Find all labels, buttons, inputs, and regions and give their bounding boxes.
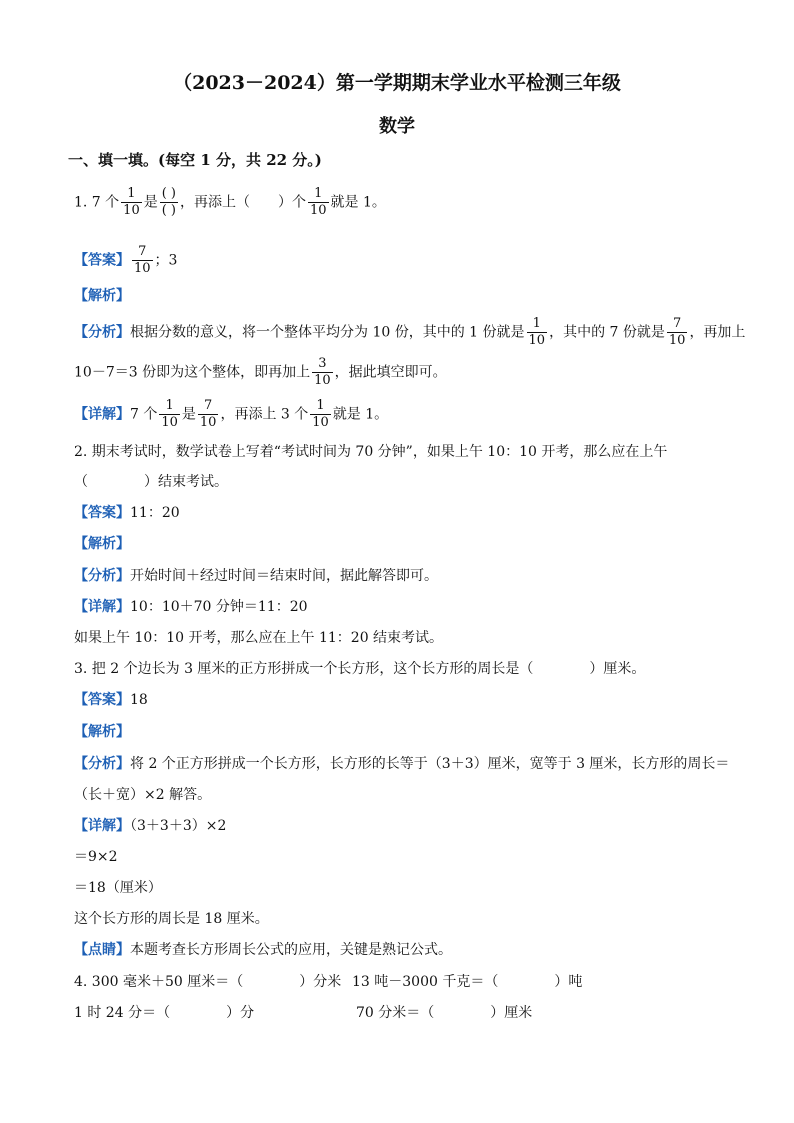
page-subtitle: 数学 bbox=[379, 116, 415, 137]
fraction: $\frac{7}{10}$ bbox=[668, 316, 686, 348]
fenxi-label: 【分析】 bbox=[74, 568, 130, 584]
answer-text: ；3 bbox=[154, 252, 178, 269]
comment-text: 本题考查长方形周长公式的应用，关键是熟记公式。 bbox=[130, 942, 452, 958]
analysis-label: 【解析】 bbox=[74, 536, 130, 552]
fraction: $\frac{1}{10}$ bbox=[528, 316, 546, 348]
q1-fenxi-line-1 bbox=[74, 316, 745, 349]
fenxi-text: ，据此填空即可。 bbox=[334, 364, 447, 381]
q3-detail bbox=[74, 816, 226, 836]
fenxi-text: 根据分数的意义，将一个整体平均分为 10 份，其中的 1 份就是 bbox=[130, 324, 525, 341]
q2-fenxi bbox=[74, 566, 438, 586]
q3-answer bbox=[74, 690, 148, 710]
q2-detail bbox=[74, 597, 308, 617]
q3-step-3: 这个长方形的周长是 18 厘米。 bbox=[74, 911, 269, 927]
q3-step-2: ＝18（厘米） bbox=[74, 880, 162, 896]
answer-label: 【答案】 bbox=[74, 252, 130, 269]
question-2-line-2: （ ）结束考试。 bbox=[74, 474, 228, 490]
answer-label: 【答案】 bbox=[74, 692, 130, 708]
q1-text-3: ，再添上（ ）个 bbox=[180, 194, 306, 211]
q1-detail bbox=[74, 398, 388, 431]
q3-fenxi-line-1 bbox=[74, 754, 729, 774]
q1-text-2: 是 bbox=[143, 194, 158, 211]
fraction: $\frac{1}{10}$ bbox=[312, 398, 329, 430]
detail-text: 是 bbox=[181, 406, 196, 423]
fraction: $\frac{7}{10}$ bbox=[199, 398, 217, 430]
fenxi-text: ，其中的 7 份就是 bbox=[549, 324, 665, 341]
fenxi-text: ，再加上 bbox=[689, 324, 746, 341]
answer-label: 【答案】 bbox=[74, 505, 130, 521]
fraction: $\frac{1}{10}$ bbox=[161, 398, 178, 430]
q2-analysis-label bbox=[74, 534, 130, 554]
answer-text: 18 bbox=[130, 692, 148, 708]
analysis-label: 【解析】 bbox=[74, 724, 130, 740]
fenxi-text: 开始时间＋经过时间＝结束时间，据此解答即可。 bbox=[130, 568, 438, 584]
fraction: $\frac{7}{10}$ bbox=[134, 244, 151, 276]
fenxi-label: 【分析】 bbox=[74, 756, 130, 772]
q2-answer bbox=[74, 503, 180, 523]
q1-answer bbox=[74, 244, 177, 277]
section-heading: 一、填一填。(每空 1 分，共 22 分。) bbox=[68, 151, 322, 169]
fraction: $\frac{1}{10}$ bbox=[310, 186, 327, 218]
comment-label: 【点睛】 bbox=[74, 942, 130, 958]
question-4-b: 13 吨－3000 千克＝（ ）吨 bbox=[352, 974, 583, 990]
question-1 bbox=[74, 186, 386, 219]
q1-fenxi-line-2 bbox=[74, 356, 447, 389]
detail-label: 【详解】 bbox=[74, 599, 130, 615]
detail-text: ，再添上 3 个 bbox=[220, 406, 309, 423]
q3-fenxi-line-2: （长＋宽）×2 解答。 bbox=[74, 787, 212, 803]
question-4-c: 1 时 24 分＝（ ）分 bbox=[74, 1005, 255, 1021]
q1-text-1: 1. 7 个 bbox=[74, 194, 120, 211]
fenxi-text: 10－7＝3 份即为这个整体，即再加上 bbox=[74, 364, 311, 381]
q3-comment bbox=[74, 940, 452, 960]
q3-step-1: ＝9×2 bbox=[74, 849, 118, 865]
detail-text: 7 个 bbox=[130, 406, 158, 423]
analysis-label: 【解析】 bbox=[74, 288, 130, 304]
fenxi-label: 【分析】 bbox=[74, 324, 130, 341]
question-4-a: 4. 300 毫米＋50 厘米＝（ ）分米 bbox=[74, 974, 342, 990]
detail-label: 【详解】 bbox=[74, 818, 130, 834]
page-title: （2023－2024）第一学期期末学业水平检测三年级 bbox=[173, 72, 621, 94]
q2-conclusion: 如果上午 10：10 开考，那么应在上午 11：20 结束考试。 bbox=[74, 630, 444, 646]
fraction: $\frac{3}{10}$ bbox=[314, 356, 331, 388]
fenxi-text: 将 2 个正方形拼成一个长方形，长方形的长等于（3＋3）厘米，宽等于 3 厘米，长方形的周长＝ bbox=[130, 756, 730, 772]
detail-text: 10：10＋70 分钟＝11：20 bbox=[130, 599, 308, 615]
question-2-line-1: 2. 期末考试时，数学试卷上写着“考试时间为 70 分钟”，如果上午 10：10 开考，那么应在上午 bbox=[74, 444, 668, 460]
question-4-d: 70 分米＝（ ）厘米 bbox=[356, 1005, 533, 1021]
detail-text: （3＋3＋3）×2 bbox=[130, 818, 227, 834]
answer-text: 11：20 bbox=[130, 505, 180, 521]
detail-text: 就是 1。 bbox=[332, 406, 389, 423]
detail-label: 【详解】 bbox=[74, 406, 130, 423]
q1-analysis-label bbox=[74, 286, 130, 306]
fraction-blank: $\frac{( )}{( )}$ bbox=[161, 186, 176, 218]
q3-analysis-label bbox=[74, 722, 130, 742]
question-3: 3. 把 2 个边长为 3 厘米的正方形拼成一个长方形，这个长方形的周长是（ ）厘米。 bbox=[74, 661, 646, 677]
q1-text-4: 就是 1。 bbox=[330, 194, 386, 211]
fraction: $\frac{1}{10}$ bbox=[123, 186, 140, 218]
